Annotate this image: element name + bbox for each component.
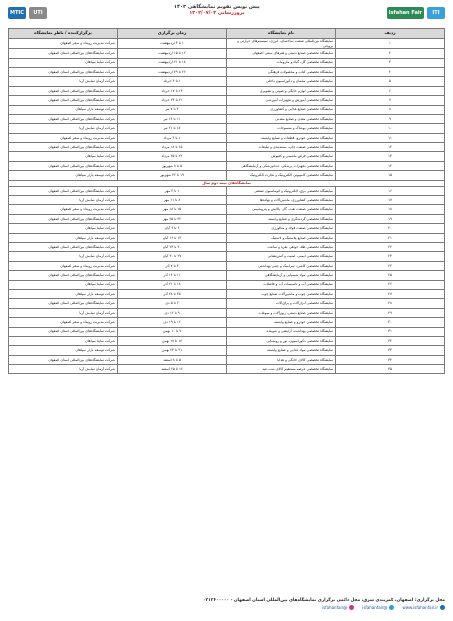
exhibition-title: نمایشگاه تخصصی مبلمان و دکوراسیون داخلی <box>227 77 336 86</box>
exhibition-date: ۱ تا ۴ مرداد <box>118 133 227 142</box>
exhibition-organizer: شرکت نمایشگاه‌های بین‌المللی استان اصفهان <box>9 96 118 105</box>
right-logos <box>387 4 445 22</box>
table-row <box>9 318 445 327</box>
exhibition-table <box>8 28 445 374</box>
col-org-header: برگزارکننده / ناظر نمایشگاه <box>9 29 118 39</box>
exhibition-date: ۲۲ تا ۲۵ مهر <box>118 214 227 223</box>
table-row <box>9 96 445 105</box>
exhibition-title: نمایشگاه تخصصی صنایع دستی، زیورآلات و سوغات <box>227 308 336 317</box>
exhibition-title: نمایشگاه تخصصی صنایع دستی و هنرهای سنتی اصفهان <box>227 49 336 58</box>
row-number: ۳ <box>336 58 445 67</box>
row-number: ۱ <box>336 39 445 49</box>
exhibition-title: نمایشگاه تخصصی فرش ماشینی و کفپوش <box>227 152 336 161</box>
table-row <box>9 346 445 355</box>
page-title: پیش نویس تقویم نمایشگاهی ۱۴۰۳ <box>173 4 260 10</box>
exhibition-title: نمایشگاه تخصصی صنایع غذایی و کشاورزی <box>227 105 336 114</box>
exhibition-title: نمایشگاه تخصصی خودرو و صنایع وابسته <box>227 318 336 327</box>
exhibition-title: نمایشگاه تخصصی چوب و ماشین‌آلات صنایع چوب <box>227 289 336 298</box>
left-logos <box>8 4 47 22</box>
table-row <box>9 196 445 205</box>
exhibition-organizer: شرکت نمایشگاه‌های بین‌المللی استان اصفهان <box>9 299 118 308</box>
exhibition-date: ۵ تا ۸ شهریور <box>118 161 227 170</box>
row-number: ۳۱ <box>336 327 445 336</box>
row-number: ۲۷ <box>336 289 445 298</box>
exhibition-title: نمایشگاه تخصصی صنعت نفت، گاز، پالایش و پتروشیمی <box>227 205 336 214</box>
table-row <box>9 233 445 242</box>
exhibition-date: ۸ تا ۱۱ مهر <box>118 196 227 205</box>
table-row <box>9 77 445 86</box>
header-center <box>174 4 260 16</box>
row-number: ۳۵ <box>336 365 445 374</box>
update-date: بروزرسانی ۱۴۰۲/۰۷/۰۳ <box>189 11 245 16</box>
exhibition-organizer: شرکت ساینا سپاهان <box>9 280 118 289</box>
exhibition-title: نمایشگاه تخصصی برق، الکترونیک و اتوماسیون صنعتی <box>227 186 336 195</box>
telegram-link[interactable]: @isfahanfair <box>362 605 394 610</box>
exhibition-date: ۴ تا ۷ تیر <box>118 105 227 114</box>
row-number: ۳۴ <box>336 355 445 364</box>
row-number: ۴ <box>336 67 445 76</box>
exhibition-date: ۱ تا ۴ خرداد <box>118 77 227 86</box>
table-row <box>9 124 445 133</box>
exhibition-title: نمایشگاه تخصصی تجهیزات پزشکی، دندانپزشکی و آزمایشگاهی <box>227 161 336 170</box>
exhibition-title: نمایشگاه تخصصی پوشاک و منسوجات <box>227 124 336 133</box>
exhibition-organizer: شرکت نمایشگاه‌های بین‌المللی استان اصفهان <box>9 114 118 123</box>
table-row <box>9 365 445 374</box>
exhibition-date: ۲۱ تا ۲۴ بهمن <box>118 346 227 355</box>
exhibition-title: نمایشگاه تخصصی ابزارآلات و یراق‌آلات <box>227 299 336 308</box>
row-number: ۸ <box>336 105 445 114</box>
table-row <box>9 271 445 280</box>
second-half-rows <box>9 186 445 374</box>
row-number: ۲۴ <box>336 261 445 270</box>
iti-logo-icon: ITI <box>427 7 445 19</box>
exhibition-date: ۴ تا ۷ آذر <box>118 261 227 270</box>
table-row <box>9 299 445 308</box>
exhibition-title: نمایشگاه تخصصی بهداشت، آرایشی و شوینده <box>227 327 336 336</box>
row-number: ۲۳ <box>336 252 445 261</box>
col-title-header: نام نمایشگاه <box>227 29 336 39</box>
row-number: ۱۹ <box>336 214 445 223</box>
exhibition-date: ۲۷ تا ۳۰ آبان <box>118 252 227 261</box>
table-row <box>9 49 445 58</box>
table-row <box>9 39 445 49</box>
exhibition-organizer: شرکت آرمان نمایش آریا <box>9 308 118 317</box>
table-row <box>9 171 445 180</box>
table-row <box>9 280 445 289</box>
row-number: ۲۲ <box>336 243 445 252</box>
exhibition-organizer: شرکت نمایشگاه‌های بین‌المللی استان اصفهان <box>9 161 118 170</box>
page-footer <box>8 595 445 617</box>
row-number: ۹ <box>336 114 445 123</box>
exhibition-title: نمایشگاه بین‌المللی صنعت ساختمان، انرژی، سیستم‌های حرارتی و برودتی <box>227 39 336 49</box>
exhibition-organizer: شرکت ساینا سپاهان <box>9 58 118 67</box>
exhibition-date: ۷ تا ۱۰ بهمن <box>118 327 227 336</box>
footer-address: محل برگزاری: اصفهان، کمربندی شرق، محل دائمی برگزاری نمایشگاه‌های بین‌المللی استان اصفهان - ۰۳۱۳۶۰۰۰۰۰ <box>202 598 445 603</box>
exhibition-organizer: شرکت آرمان نمایش آریا <box>9 252 118 261</box>
exhibition-title: نمایشگاه تخصصی کامپیوتر، الکترونیک و تجارت الکترونیک <box>227 171 336 180</box>
mtic-logo-icon: MTIC <box>8 7 26 19</box>
website-link[interactable]: www.isfahanfair.ir <box>402 605 445 610</box>
col-date-header: زمان برگزاری <box>118 29 227 39</box>
row-number: ۲ <box>336 49 445 58</box>
table-row <box>9 243 445 252</box>
col-no-header: ردیف <box>336 29 445 39</box>
exhibition-organizer: شرکت توسعه بازار سپاهان <box>9 346 118 355</box>
exhibition-organizer: شرکت نمایشگاه‌های بین‌المللی استان اصفهان <box>9 67 118 76</box>
exhibition-title: نمایشگاه تخصصی کتاب و محصولات فرهنگی <box>227 67 336 76</box>
exhibition-date: ۲۰ تا ۲۳ آبان <box>118 243 227 252</box>
globe-icon <box>440 605 445 610</box>
exhibition-title: نمایشگاه تخصصی آب و تاسیسات آب و فاضلاب <box>227 280 336 289</box>
exhibition-organizer: شرکت نمایشگاه‌های بین‌المللی استان اصفهان <box>9 327 118 336</box>
table-row <box>9 105 445 114</box>
row-number: ۵ <box>336 77 445 86</box>
table-row <box>9 114 445 123</box>
exhibition-title: نمایشگاه تخصصی کاشی، سرامیک و چینی بهداشتی <box>227 261 336 270</box>
table-row <box>9 327 445 336</box>
exhibition-date: ۶ تا ۹ آبان <box>118 224 227 233</box>
exhibition-title: نمایشگاه تخصصی معدن و صنایع معدنی <box>227 114 336 123</box>
exhibition-title: نمایشگاه تخصصی آموزش و تجهیزات آموزشی <box>227 96 336 105</box>
exhibition-title: نمایشگاه تخصصی صنایع پلاستیک و لاستیک <box>227 233 336 242</box>
row-number: ۱۲ <box>336 143 445 152</box>
row-number: ۲۰ <box>336 224 445 233</box>
table-row <box>9 308 445 317</box>
row-number: ۶ <box>336 86 445 95</box>
table-row <box>9 214 445 223</box>
exhibition-date: ۱ تا ۴ مهر <box>118 186 227 195</box>
exhibition-organizer: شرکت مدیریت رویداد و سفر اصفهان <box>9 205 118 214</box>
footer-social <box>8 605 445 610</box>
exhibition-date: ۱۵ تا ۱۸ مهر <box>118 205 227 214</box>
table-row <box>9 67 445 76</box>
exhibition-organizer: شرکت نمایشگاه‌های بین‌المللی استان اصفهان <box>9 143 118 152</box>
table-row <box>9 152 445 161</box>
exhibition-title: نمایشگاه تخصصی گل، گیاه و ملزومات <box>227 58 336 67</box>
exhibition-organizer: شرکت نمایشگاه‌های بین‌المللی استان اصفهان <box>9 271 118 280</box>
exhibition-organizer: شرکت ساینا سپاهان <box>9 224 118 233</box>
table-row <box>9 355 445 364</box>
isfahan-fair-logo-icon: Isfahan Fair <box>387 7 424 19</box>
row-number: ۳۲ <box>336 336 445 345</box>
exhibition-organizer: شرکت مدیریت رویداد و سفر اصفهان <box>9 39 118 49</box>
exhibition-organizer: شرکت آرمان نمایش آریا <box>9 77 118 86</box>
table-row <box>9 205 445 214</box>
exhibition-date: ۱۹ تا ۲۲ شهریور <box>118 171 227 180</box>
row-number: ۱۶ <box>336 186 445 195</box>
exhibition-title: نمایشگاه تخصصی لوازم خانگی و صوتی و تصویری <box>227 86 336 95</box>
exhibition-date: ۱ تا ۴ اردیبهشت <box>118 39 227 49</box>
table-row <box>9 143 445 152</box>
row-number: ۱۳ <box>336 152 445 161</box>
exhibition-title: نمایشگاه تخصصی دکوراسیون، نور و روشنایی <box>227 336 336 345</box>
exhibition-title: نمایشگاه تخصصی ایمنی، امنیت و آتش‌نشانی <box>227 252 336 261</box>
table-row <box>9 86 445 95</box>
exhibition-title: نمایشگاه تخصصی مواد غذایی و صنایع وابسته <box>227 346 336 355</box>
table-row <box>9 252 445 261</box>
exhibition-organizer: شرکت ساینا سپاهان <box>9 336 118 345</box>
exhibition-title: نمایشگاه تخصصی مواد شیمیایی و آزمایشگاهی <box>227 271 336 280</box>
row-number: ۱۷ <box>336 196 445 205</box>
exhibition-title: نمایشگاه تخصصی صنعت چاپ، بسته‌بندی و تبلیغات <box>227 143 336 152</box>
table-row <box>9 58 445 67</box>
table-row <box>9 336 445 345</box>
row-number: ۲۸ <box>336 299 445 308</box>
exhibition-date: ۱۶ تا ۱۹ دی <box>118 318 227 327</box>
table-row <box>9 133 445 142</box>
instagram-link[interactable]: @isfahanfair <box>322 605 354 610</box>
exhibition-organizer: شرکت نمایشگاه‌های بین‌المللی استان اصفهان <box>9 355 118 364</box>
row-number: ۲۶ <box>336 280 445 289</box>
row-number: ۱۵ <box>336 171 445 180</box>
exhibition-organizer: شرکت توسعه بازار سپاهان <box>9 289 118 298</box>
exhibition-organizer: شرکت نمایشگاه‌های بین‌المللی استان اصفهان <box>9 49 118 58</box>
exhibition-organizer: شرکت مدیریت رویداد و سفر اصفهان <box>9 261 118 270</box>
exhibition-title: نمایشگاه تخصصی کشاورزی، ماشین‌آلات و نهاده‌ها <box>227 196 336 205</box>
row-number: ۱۰ <box>336 124 445 133</box>
exhibition-organizer: شرکت مدیریت رویداد و سفر اصفهان <box>9 133 118 142</box>
exhibition-date: ۱۵ تا ۱۸ مرداد <box>118 143 227 152</box>
exhibition-date: ۱۸ تا ۲۱ آذر <box>118 280 227 289</box>
table-header-row <box>9 29 445 39</box>
exhibition-title: نمایشگاه تخصصی طلا، جواهر، نقره و ساعت <box>227 243 336 252</box>
row-number: ۱۱ <box>336 133 445 142</box>
row-number: ۱۸ <box>336 205 445 214</box>
row-number: ۳۳ <box>336 346 445 355</box>
exhibition-date: ۱۳ تا ۱۶ آبان <box>118 233 227 242</box>
exhibition-date: ۱۸ تا ۲۱ اردیبهشت <box>118 58 227 67</box>
exhibition-organizer: شرکت توسعه بازار سپاهان <box>9 171 118 180</box>
exhibition-organizer: شرکت آرمان نمایش آریا <box>9 124 118 133</box>
exhibition-organizer: شرکت نمایشگاه‌های بین‌المللی استان اصفهان <box>9 214 118 223</box>
row-number: ۲۹ <box>336 308 445 317</box>
table-row <box>9 186 445 195</box>
table-row <box>9 224 445 233</box>
exhibition-date: ۲۲ تا ۲۵ مرداد <box>118 152 227 161</box>
exhibition-date: ۹ تا ۱۲ دی <box>118 308 227 317</box>
exhibition-organizer: شرکت ساینا سپاهان <box>9 152 118 161</box>
exhibition-organizer: شرکت نمایشگاه‌های بین‌المللی استان اصفهان <box>9 86 118 95</box>
exhibition-organizer: شرکت توسعه بازار سپاهان <box>9 105 118 114</box>
instagram-icon <box>349 605 354 610</box>
exhibition-date: ۲۱ تا ۲۴ خرداد <box>118 96 227 105</box>
exhibition-date: ۱۴ تا ۱۷ بهمن <box>118 336 227 345</box>
exhibition-organizer: شرکت آرمان نمایش آریا <box>9 365 118 374</box>
exhibition-organizer: شرکت نمایشگاه‌های بین‌المللی استان اصفهان <box>9 243 118 252</box>
exhibition-date: ۱۸ تا ۲۱ تیر <box>118 124 227 133</box>
exhibition-date: ۱۲ تا ۱۵ اردیبهشت <box>118 49 227 58</box>
exhibition-date: ۲۶ تا ۲۹ اردیبهشت <box>118 67 227 76</box>
exhibition-title: نمایشگاه تخصصی کالای خانگی و هدایا <box>227 355 336 364</box>
exhibition-date: ۲ تا ۵ دی <box>118 299 227 308</box>
exhibition-organizer: شرکت آرمان نمایش آریا <box>9 196 118 205</box>
row-number: ۳۰ <box>336 318 445 327</box>
exhibition-organizer: شرکت توسعه بازار سپاهان <box>9 233 118 242</box>
row-number: ۷ <box>336 96 445 105</box>
exhibition-date: ۱۱ تا ۱۴ تیر <box>118 114 227 123</box>
exhibition-date: ۲۵ تا ۲۸ آذر <box>118 289 227 298</box>
exhibition-date: ۱۲ تا ۲۵ اسفند <box>118 365 227 374</box>
table-row <box>9 161 445 170</box>
exhibition-title: نمایشگاه تخصصی عرضه مستقیم کالای شب عید <box>227 365 336 374</box>
row-number: ۲۵ <box>336 271 445 280</box>
exhibition-title: نمایشگاه تخصصی گردشگری و صنایع وابسته <box>227 214 336 223</box>
exhibition-date: ۱۴ تا ۱۷ خرداد <box>118 86 227 95</box>
table-row <box>9 261 445 270</box>
exhibition-organizer: شرکت مدیریت رویداد و سفر اصفهان <box>9 318 118 327</box>
row-number: ۱۴ <box>336 161 445 170</box>
telegram-icon <box>389 605 394 610</box>
table-row <box>9 289 445 298</box>
exhibition-title: نمایشگاه تخصصی صنعت فولاد و متالورژی <box>227 224 336 233</box>
exhibition-date: ۱۱ تا ۱۴ آذر <box>118 271 227 280</box>
uti-logo-icon: UTI <box>29 7 47 19</box>
exhibition-organizer: شرکت نمایشگاه‌های بین‌المللی استان اصفهان <box>9 186 118 195</box>
row-number: ۲۱ <box>336 233 445 242</box>
first-half-rows <box>9 39 445 181</box>
section-label: نمایشگاه‌های نیمه دوم سال <box>9 180 445 186</box>
exhibition-date: ۵ تا ۸ اسفند <box>118 355 227 364</box>
exhibition-title: نمایشگاه تخصصی خودرو، قطعات و صنایع وابسته <box>227 133 336 142</box>
page-header <box>8 4 445 28</box>
